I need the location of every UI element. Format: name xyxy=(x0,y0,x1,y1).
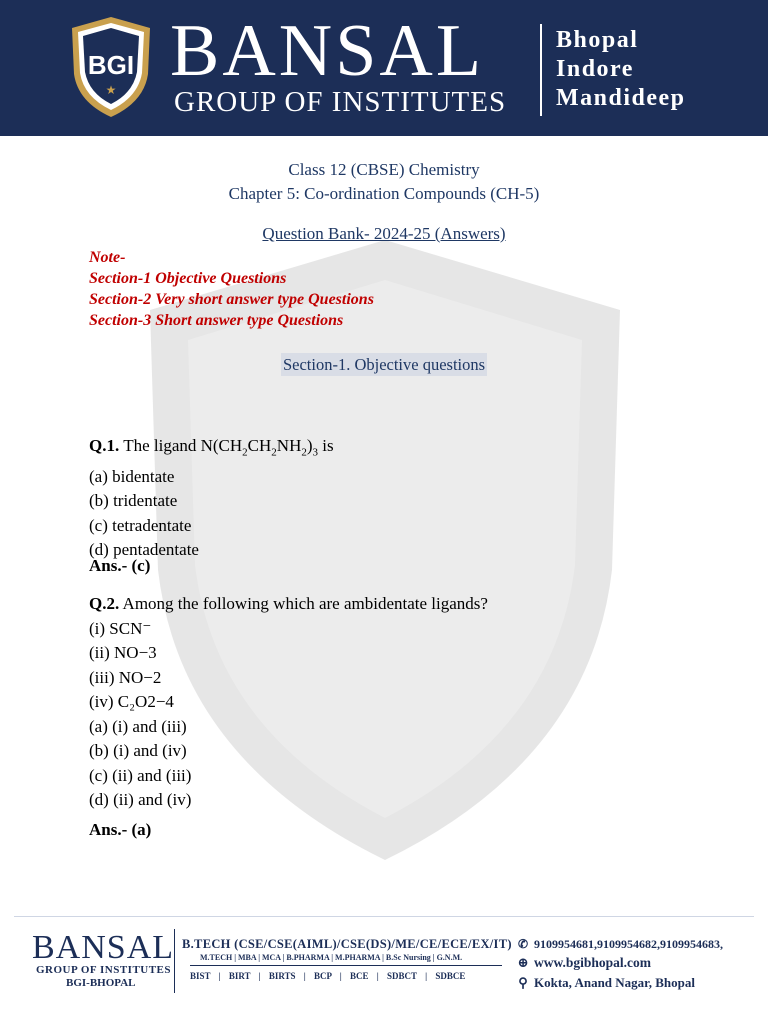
city-bhopal: Bhopal xyxy=(556,27,639,53)
footer-divider xyxy=(174,929,175,993)
header-band xyxy=(0,0,768,136)
note-heading: Note- xyxy=(89,249,126,266)
footer-phone-text: 9109954681,9109954682,9109954683, xyxy=(534,937,723,951)
footer-website-text[interactable]: www.bgibhopal.com xyxy=(534,955,652,970)
footer-address xyxy=(516,975,695,991)
footer-brand-subtitle: GROUP OF INSTITUTES xyxy=(36,964,172,976)
header-divider xyxy=(540,24,542,116)
brand-name: BANSAL xyxy=(170,10,485,92)
question-2-option-d: (d) (ii) and (iv) xyxy=(89,790,192,809)
notes-block xyxy=(89,247,374,331)
section-heading-text: Section-1. Objective questions xyxy=(282,355,486,374)
class-title: Class 12 (CBSE) Chemistry xyxy=(288,160,480,179)
svg-text:★: ★ xyxy=(105,83,117,97)
note-section-3: Section-3 Short answer type Questions xyxy=(89,312,344,329)
brand-subtitle: GROUP OF INSTITUTES xyxy=(174,86,507,118)
question-2-option-b: (b) (i) and (iv) xyxy=(89,741,187,760)
question-1-stem: The ligand $N(CH_2CH_2NH_2)_3$ is xyxy=(123,436,334,459)
question-1-answer: Ans.- (c) xyxy=(89,556,151,575)
footer-phone xyxy=(516,937,723,952)
question-2-item-i: (i) SCN⁻ xyxy=(89,618,152,638)
footer-campuses: BIST | BIRT | BIRTS | BCP | BCE | SDBCT | SDBCE xyxy=(190,971,466,981)
question-2-item-ii: (ii) NO−3 xyxy=(89,643,157,662)
question-1-option-b: (b) tridentate xyxy=(89,491,178,511)
bgi-shield-logo xyxy=(68,14,154,120)
note-section-1: Section-1 Objective Questions xyxy=(89,270,287,287)
question-bank-title: Question Bank- 2024-25 (Answers) xyxy=(262,224,506,243)
footer-website[interactable] xyxy=(516,955,651,971)
question-2-stem: Among the following which are ambidentate ligands? xyxy=(122,594,488,613)
city-mandideep: Mandideep xyxy=(556,85,686,111)
footer-rule xyxy=(190,965,502,966)
city-list xyxy=(556,26,686,113)
question-2-text xyxy=(89,592,488,617)
question-2-item-iii: (iii) NO−2 xyxy=(89,667,162,687)
question-1-number: Q.1. xyxy=(89,436,120,455)
footer xyxy=(14,916,754,1007)
chapter-title: Chapter 5: Co-ordination Compounds (CH-5) xyxy=(228,184,540,203)
phone-icon: ✆ xyxy=(517,937,529,951)
question-2-option-a: (a) (i) and (iii) xyxy=(89,716,187,736)
footer-address-text: Kokta, Anand Nagar, Bhopal xyxy=(534,975,695,990)
question-1-option-c: (c) tetradentate xyxy=(89,515,192,535)
question-1-option-d: (d) pentadentate xyxy=(89,540,199,560)
note-section-2: Section-2 Very short answer type Questions xyxy=(89,291,374,308)
footer-courses: B.TECH (CSE/CSE(AIML)/CSE(DS)/ME/CE/ECE/EX/IT) xyxy=(182,937,512,951)
footer-programs: M.TECH | MBA | MCA | B.PHARMA | M.PHARMA | B.Sc Nursing | G.N.M. xyxy=(200,953,463,962)
question-1-text xyxy=(89,434,334,465)
footer-brand-name: BANSAL xyxy=(32,929,175,966)
question-2-item-iv: (iv) C₂O2−4 xyxy=(89,692,174,711)
question-1 xyxy=(89,434,334,563)
question-2-number: Q.2. xyxy=(89,594,120,613)
question-2 xyxy=(89,592,488,813)
question-2-option-c: (c) (ii) and (iii) xyxy=(89,765,192,785)
section-heading xyxy=(0,355,768,375)
question-2-answer: Ans.- (a) xyxy=(89,820,152,839)
question-1-option-a: (a) bidentate xyxy=(89,466,175,486)
location-pin-icon: ⚲ xyxy=(518,975,528,990)
logo-text: BGI xyxy=(87,50,135,80)
city-indore: Indore xyxy=(556,56,634,82)
globe-icon: ⊕ xyxy=(517,955,529,970)
footer-brand-campus: BGI-BHOPAL xyxy=(66,977,136,989)
